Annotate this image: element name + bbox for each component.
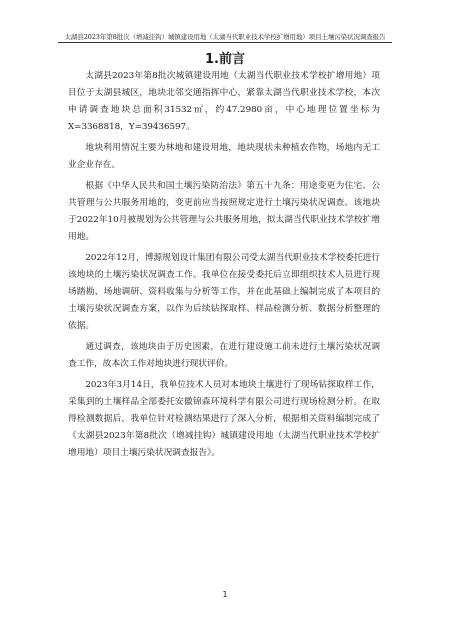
paragraph: 地块利用情况主要为林地和建设用地，地块现状未种植农作物，场地内无工业企业存在。 [68,143,380,170]
page-number: 1 [222,590,228,599]
section-title: 1.前言 [205,52,245,67]
paragraph: 通过调查，该地块由于历史因素，在进行建设施工前未进行土壤污染状况调查工作，故本次工作对地块进行现状评价。 [68,342,380,369]
paragraph: 2022年12月，博源规划设计集团有限公司受太湖当代职业技术学校委托进行该地块的土壤污染状况调查工作。我单位在接受委托后立即组织技术人员进行现场踏勘、场地调研、资料收集与分析等工作，并在此基础上编制完成了本项目的土壤污染状况调查方案，以作为后续钻探取样、样品检测分析、数据分析整理的依据。 [68,253,380,331]
body-text [68,68,380,466]
paragraph: 2023年3月14日，我单位技术人员对本地块土壤进行了现场钻探取样工作，采集到的土壤样品全部委托安徽锦森环境科学有限公司进行现场检测分析。在取得检测数据后，我单位针对检测结果进行了深入分析，根据相关资料编制完成了《太湖县2023年第8批次（增减挂钩）城镇建设用地（太湖当代职业技术学校扩增用地）项目土壤污染状况调查报告》。 [68,380,380,458]
header-divider [58,42,392,43]
paragraph: 根据《中华人民共和国土壤污染防治法》第五十九条：用途变更为住宅、公共管理与公共服务用地的，变更前应当按照规定进行土壤污染状况调查。该地块于2022年10月被规划为公共管理与公共服务用地，拟太湖当代职业技术学校扩增用地。 [68,181,380,242]
paragraph: 太湖县2023年第8批次城镇建设用地（太湖当代职业技术学校扩增用地）项目位于太湖县城区，地块北邻交通指挥中心，紧靠太湖当代职业技术学校，本次申请调查地块总面积31532㎡，约47.2980亩，中心地理位置坐标为X=3368818，Y=39436597。 [68,71,380,132]
running-header: 太湖县2023年第8批次（增减挂钩）城镇建设用地（太湖当代职业技术学校扩增用地）项目土壤污染状况调查报告 [64,33,386,41]
